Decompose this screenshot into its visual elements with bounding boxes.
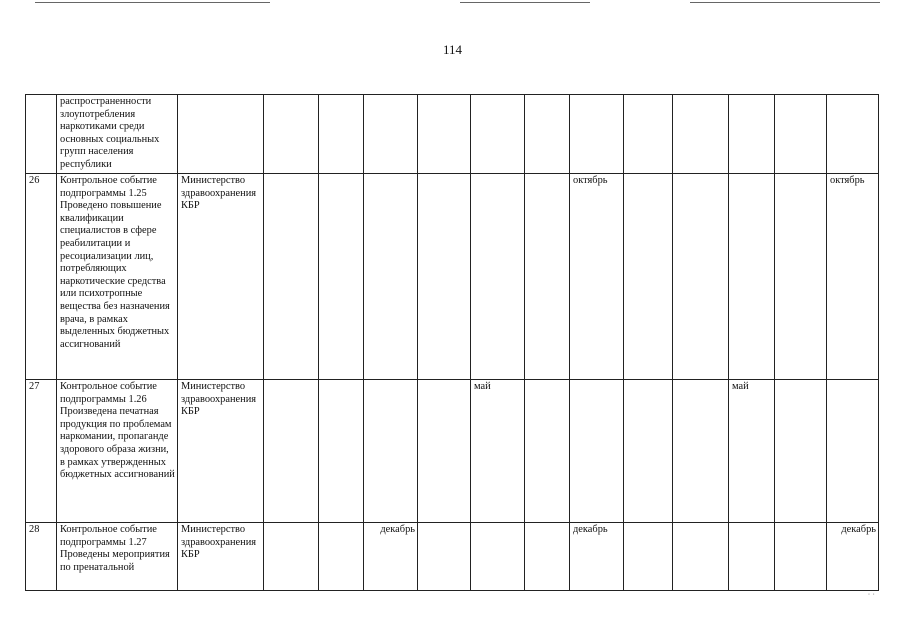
period-cell [418, 174, 471, 380]
top-rule-left [35, 2, 270, 3]
period-cell [264, 523, 319, 591]
table-row [26, 174, 879, 380]
executor: Министерство здравоохранения КБР [178, 523, 264, 591]
schedule-table [25, 94, 879, 591]
period-cell [570, 95, 624, 174]
period-cell [775, 380, 827, 523]
period-cell [525, 174, 570, 380]
table-row [26, 523, 879, 591]
event-description: Контрольное событие подпрограммы 1.26 Произведена печатная продукция по проблемам наркомании, пропаганде здорового образа жизни, в рамках утвержденных бюджетных ассигнований [57, 380, 178, 523]
top-rule-mid [460, 2, 590, 3]
period-cell [673, 523, 729, 591]
period-cell: октябрь [570, 174, 624, 380]
period-cell [471, 95, 525, 174]
period-cell [729, 523, 775, 591]
period-cell [775, 174, 827, 380]
period-cell [418, 523, 471, 591]
period-cell [673, 95, 729, 174]
period-cell [418, 380, 471, 523]
period-cell [775, 95, 827, 174]
period-cell [827, 380, 879, 523]
row-number [26, 95, 57, 174]
period-cell [624, 523, 673, 591]
period-cell [624, 380, 673, 523]
period-cell [673, 174, 729, 380]
period-cell [827, 95, 879, 174]
period-cell [624, 95, 673, 174]
period-cell: октябрь [827, 174, 879, 380]
table-row [26, 95, 879, 174]
period-cell [775, 523, 827, 591]
period-cell [319, 380, 364, 523]
executor [178, 95, 264, 174]
row-number: 27 [26, 380, 57, 523]
period-cell [319, 95, 364, 174]
period-cell: декабрь [364, 523, 418, 591]
period-cell [525, 523, 570, 591]
period-cell [319, 523, 364, 591]
period-cell: декабрь [570, 523, 624, 591]
page-number: 114 [442, 42, 463, 57]
period-cell [525, 95, 570, 174]
period-cell: май [729, 380, 775, 523]
period-cell [673, 380, 729, 523]
period-cell: декабрь [827, 523, 879, 591]
period-cell: май [471, 380, 525, 523]
period-cell [471, 523, 525, 591]
row-number: 26 [26, 174, 57, 380]
event-description: Контрольное событие подпрограммы 1.25 Проведено повышение квалификации специалистов в сфере реабилитации и ресоциализации лиц, потребляющих наркотические средства или психотропные вещества без назначения врача, в рамках выделенных бюджетных ассигнований [57, 174, 178, 380]
scan-artifact-icon: ˙ ˙ [867, 592, 875, 601]
period-cell [471, 174, 525, 380]
period-cell [525, 380, 570, 523]
period-cell [319, 174, 364, 380]
table-row [26, 380, 879, 523]
executor: Министерство здравоохранения КБР [178, 174, 264, 380]
period-cell [364, 380, 418, 523]
event-description: Контрольное событие подпрограммы 1.27 Проведены мероприятия по пренатальной [57, 523, 178, 591]
period-cell [364, 95, 418, 174]
event-description: распространенности злоупотребления наркотиками среди основных социальных групп населения республики [57, 95, 178, 174]
period-cell [364, 174, 418, 380]
period-cell [624, 174, 673, 380]
period-cell [570, 380, 624, 523]
period-cell [729, 95, 775, 174]
top-rule-right [690, 2, 880, 3]
period-cell [264, 174, 319, 380]
row-number: 28 [26, 523, 57, 591]
period-cell [729, 174, 775, 380]
period-cell [264, 380, 319, 523]
period-cell [264, 95, 319, 174]
executor: Министерство здравоохранения КБР [178, 380, 264, 523]
period-cell [418, 95, 471, 174]
